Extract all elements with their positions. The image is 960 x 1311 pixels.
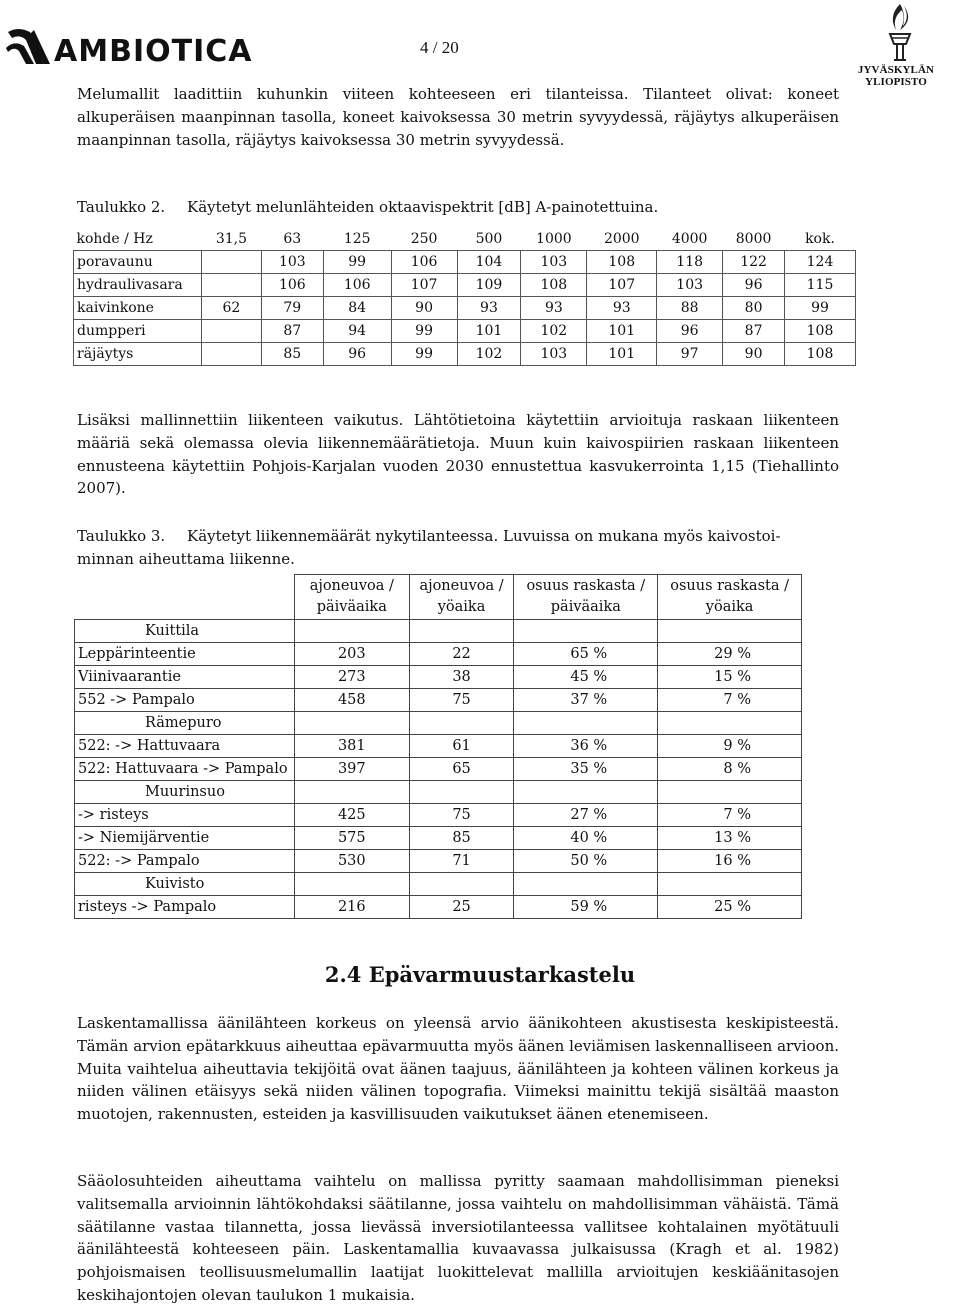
table2-row	[74, 274, 856, 297]
traffic-volume-table	[74, 574, 802, 919]
table3-row	[75, 643, 802, 666]
table2-cell	[201, 343, 261, 366]
section-heading: 2.4 Epävarmuustarkastelu	[324, 962, 636, 987]
table3-road-name: -> Niemijärventie	[75, 827, 295, 850]
table2-cell: 109	[457, 274, 521, 297]
table2-cell: 80	[723, 297, 785, 320]
table3-cell: 381	[294, 735, 409, 758]
brand-name: AMBIOTICA	[54, 34, 253, 69]
table3-cell: 35 %	[514, 758, 658, 781]
table2-row	[74, 343, 856, 366]
table3-row	[75, 689, 802, 712]
table3-group-row	[75, 781, 802, 804]
uncertainty-paragraph-2-text: Sääolosuhteiden aiheuttama vaihtelu on mallissa pyritty saamaan mahdollisimman pieneksi valitsemalla arvioinnin lähtökohdaksi säätilanne, jossa vaihtelu on mahdollisimman vähäistä. Tämä säätilanne vastaa tilannetta, jossa lievässä inversiotilanteessa vallitsee kohtalainen myötätuuli äänilähteestä kohteeseen päin. Laskentamallia kuvaavassa julkaisussa (Kragh et al. 1982) pohjoismaisen teollisuusmelumallin laatijat luokittelevat mallilla arvioitujen keskiäänitasojen keskihajontojen olevan taulukon 1 mukaisia.	[77, 1172, 839, 1304]
table3-empty-cell	[294, 781, 409, 804]
table2-cell: 87	[723, 320, 785, 343]
university-logo	[832, 0, 960, 88]
table3-empty-cell	[294, 712, 409, 735]
table2-cell: 108	[521, 274, 587, 297]
table3-group-name: Kuittila	[75, 620, 295, 643]
table2-cell: 93	[521, 297, 587, 320]
table3-cell: 75	[409, 689, 514, 712]
table3-cell: 45 %	[514, 666, 658, 689]
table3-road-name: 552 -> Pampalo	[75, 689, 295, 712]
table2-row	[74, 297, 856, 320]
table2-cell: 104	[457, 251, 521, 274]
table3-empty-cell	[514, 781, 658, 804]
table3-cell: 9 %	[658, 735, 802, 758]
table3-header-row	[75, 575, 802, 620]
table2-cell: 62	[201, 297, 261, 320]
table3-cell: 37 %	[514, 689, 658, 712]
table2-cell	[201, 274, 261, 297]
table3-header-line: ajoneuvoa /	[309, 578, 394, 594]
table3-empty-cell	[514, 620, 658, 643]
table3-road-name: 522: -> Pampalo	[75, 850, 295, 873]
table2-header-cell: kohde / Hz	[76, 231, 153, 247]
table2-cell: 88	[657, 297, 723, 320]
table2-cell: 122	[723, 251, 785, 274]
table3-header-cell	[409, 575, 514, 620]
table3-cell: 59 %	[514, 896, 658, 919]
table3-cell: 27 %	[514, 804, 658, 827]
table2-cell: 94	[323, 320, 391, 343]
table2-header-row	[74, 228, 856, 251]
table3-header-line: osuus raskasta /	[526, 578, 646, 594]
table2-cell: 96	[323, 343, 391, 366]
table3-row	[75, 896, 802, 919]
table3-cell: 40 %	[514, 827, 658, 850]
table3-cell: 15 %	[658, 666, 802, 689]
table2-cell: 101	[457, 320, 521, 343]
table3-cell: 397	[294, 758, 409, 781]
table2-cell: 96	[723, 274, 785, 297]
table3-empty-cell	[409, 873, 514, 896]
table2-row-label: räjäytys	[74, 343, 202, 366]
table2-caption	[77, 196, 658, 219]
table2-cell: 103	[261, 251, 323, 274]
table2-row	[74, 320, 856, 343]
table3-header-line: ajoneuvoa /	[419, 578, 504, 594]
table3-header-cell	[514, 575, 658, 620]
table2-cell: 90	[391, 297, 457, 320]
table2-header-cell: 250	[410, 231, 438, 247]
table3-cell: 8 %	[658, 758, 802, 781]
table3-row	[75, 735, 802, 758]
table3-header-line: yöaika	[437, 599, 486, 615]
table3-road-name: Leppärinteentie	[75, 643, 295, 666]
table3-empty-cell	[409, 620, 514, 643]
table3-cell: 38	[409, 666, 514, 689]
table3-header-cell	[294, 575, 409, 620]
table2-cell: 85	[261, 343, 323, 366]
table2-cell: 93	[457, 297, 521, 320]
table3-empty-cell	[294, 620, 409, 643]
intro-paragraph-text: Melumallit laadittiin kuhunkin viiteen kohteeseen eri tilanteissa. Tilanteet olivat: koneet alkuperäisen maanpinnan tasolla, koneet kaivoksessa 30 metrin syvyydessä, räjäytys alkuperäisen maanpinnan tasolla, räjäytys kaivoksessa 30 metrin syvyydessä.	[77, 85, 839, 149]
ambiotica-logo-mark-icon	[4, 24, 52, 70]
table3-cell: 7 %	[658, 689, 802, 712]
table3-empty-cell	[658, 781, 802, 804]
traffic-paragraph	[77, 409, 839, 500]
table3-road-name: -> risteys	[75, 804, 295, 827]
table3-empty-cell	[514, 712, 658, 735]
table3-cell: 458	[294, 689, 409, 712]
table2-header-cell: 1000	[536, 231, 572, 247]
table3-header-line: päiväaika	[550, 599, 621, 615]
table3-group-name: Rämepuro	[75, 712, 295, 735]
table3-row	[75, 758, 802, 781]
table2-cell: 103	[657, 274, 723, 297]
table2-cell: 101	[587, 343, 657, 366]
table2-header-cell: 2000	[603, 231, 640, 247]
table3-cell: 36 %	[514, 735, 658, 758]
table3-road-name: risteys -> Pampalo	[75, 896, 295, 919]
table3-header-blank	[75, 575, 295, 620]
octave-spectrum-table	[73, 228, 856, 366]
table2-cell: 102	[457, 343, 521, 366]
table2-cell: 93	[587, 297, 657, 320]
table3-empty-cell	[658, 712, 802, 735]
table3-empty-cell	[514, 873, 658, 896]
table3-group-name: Muurinsuo	[75, 781, 295, 804]
uncertainty-paragraph-1-text: Laskentamallissa äänilähteen korkeus on yleensä arvio äänikohteen akustisesta keskipisteestä. Tämän arvion epätarkkuus aiheuttaa epävarmuutta myös äänen leviämisen laskennalliseen arvioon. Muita vaihtelua aiheuttavia tekijöitä ovat äänen taajuus, äänilähteen ja kohteen välinen korkeus ja niiden välinen etäisyys sekä niiden välinen topografia. Viimeksi mainittu tekijä sisältää maaston muotojen, rakennusten, esteiden ja kasvillisuuden vaikutukset äänen etenemiseen.	[77, 1014, 839, 1124]
table3-caption-text: Käytetyt liikennemäärät nykytilanteessa. Luvuissa on mukana myös kaivostoi-	[187, 527, 781, 545]
table2-cell: 108	[785, 343, 856, 366]
table3-header-line: yöaika	[705, 599, 754, 615]
page-number: 4 / 20	[420, 38, 459, 57]
table3-cell: 71	[409, 850, 514, 873]
torch-icon	[870, 0, 930, 64]
table2-header-cell: 63	[283, 231, 302, 247]
intro-paragraph	[77, 83, 839, 151]
table3-row	[75, 804, 802, 827]
table3-cell: 85	[409, 827, 514, 850]
table2-row-label: poravaunu	[74, 251, 202, 274]
table3-road-name: Viinivaarantie	[75, 666, 295, 689]
table3-cell: 530	[294, 850, 409, 873]
table3-cell: 22	[409, 643, 514, 666]
table2-header-cell: 500	[475, 231, 503, 247]
table2-cell: 101	[587, 320, 657, 343]
table3-cell: 50 %	[514, 850, 658, 873]
table2-cell	[201, 251, 261, 274]
table3-cell: 7 %	[658, 804, 802, 827]
table3-empty-cell	[409, 781, 514, 804]
table2-cell: 108	[587, 251, 657, 274]
table3-cell: 25 %	[658, 896, 802, 919]
ambiotica-logo	[4, 24, 254, 72]
table2-cell: 99	[391, 320, 457, 343]
table3-cell: 25	[409, 896, 514, 919]
table2-cell: 107	[587, 274, 657, 297]
table3-empty-cell	[409, 712, 514, 735]
table2-header-cell: 4000	[671, 231, 708, 247]
table3-row	[75, 666, 802, 689]
table2-cell: 106	[323, 274, 391, 297]
table2-cell: 99	[785, 297, 856, 320]
table2-row	[74, 251, 856, 274]
table3-group-row	[75, 620, 802, 643]
table3-cell: 13 %	[658, 827, 802, 850]
table2-caption-text: Käytetyt melunlähteiden oktaavispektrit [dB] A-painotettuina.	[187, 198, 659, 216]
table2-row-label: kaivinkone	[74, 297, 202, 320]
table2-header-cell: 8000	[735, 231, 772, 247]
table2-header-cell: 31,5	[215, 231, 247, 247]
table3-cell: 65	[409, 758, 514, 781]
table2-row-label: dumpperi	[74, 320, 202, 343]
table3-group-name: Kuivisto	[75, 873, 295, 896]
table3-cell: 61	[409, 735, 514, 758]
table2-cell: 87	[261, 320, 323, 343]
table2-cell: 97	[657, 343, 723, 366]
table3-cell: 203	[294, 643, 409, 666]
table3-road-name: 522: -> Hattuvaara	[75, 735, 295, 758]
table2-header-cell: 125	[343, 231, 371, 247]
university-name: JYVÄSKYLÄN YLIOPISTO	[857, 64, 935, 88]
table2-caption-label: Taulukko 2.	[77, 198, 166, 216]
table3-cell: 216	[294, 896, 409, 919]
table2-cell: 90	[723, 343, 785, 366]
table3-cell: 575	[294, 827, 409, 850]
table3-header-cell	[658, 575, 802, 620]
table3-header-line: päiväaika	[316, 599, 387, 615]
table2-cell	[201, 320, 261, 343]
table3-cell: 273	[294, 666, 409, 689]
table2-cell: 107	[391, 274, 457, 297]
table2-row-label: hydraulivasara	[74, 274, 202, 297]
table2-header-cell: kok.	[805, 231, 835, 247]
table2-cell: 108	[785, 320, 856, 343]
table2-cell: 102	[521, 320, 587, 343]
table3-road-name: 522: Hattuvaara -> Pampalo	[75, 758, 295, 781]
table3-caption	[77, 525, 839, 571]
table3-header-line: osuus raskasta /	[670, 578, 789, 594]
table2-cell: 106	[261, 274, 323, 297]
table2-cell: 118	[657, 251, 723, 274]
table2-cell: 79	[261, 297, 323, 320]
table2-cell: 84	[323, 297, 391, 320]
table2-cell: 99	[391, 343, 457, 366]
table3-caption-label: Taulukko 3.	[77, 527, 166, 545]
uncertainty-paragraph-1	[77, 1012, 839, 1126]
traffic-paragraph-text: Lisäksi mallinnettiin liikenteen vaikutus. Lähtötietoina käytettiin arvioituja raskaan liikenteen määriä sekä olemassa olevia liikennemäärätietoja. Muun kuin kaivospiirien raskaan liikenteen ennusteena käytettiin Pohjois-Karjalan vuoden 2030 ennustettua kasvukerrointa 1,15 (Tiehallinto 2007).	[77, 411, 839, 498]
table3-cell: 29 %	[658, 643, 802, 666]
table2-cell: 124	[785, 251, 856, 274]
table3-empty-cell	[658, 873, 802, 896]
table2-cell: 99	[323, 251, 391, 274]
table3-cell: 425	[294, 804, 409, 827]
table2-cell: 106	[391, 251, 457, 274]
table3-row	[75, 850, 802, 873]
table3-cell: 75	[409, 804, 514, 827]
table2-cell: 103	[521, 343, 587, 366]
table2-cell: 96	[657, 320, 723, 343]
table3-group-row	[75, 712, 802, 735]
table2-cell: 103	[521, 251, 587, 274]
uncertainty-paragraph-2	[77, 1170, 839, 1307]
table3-empty-cell	[658, 620, 802, 643]
table3-cell: 16 %	[658, 850, 802, 873]
table3-row	[75, 827, 802, 850]
table3-caption-text-2: minnan aiheuttama liikenne.	[77, 549, 295, 568]
table3-group-row	[75, 873, 802, 896]
table2-cell: 115	[785, 274, 856, 297]
table3-cell: 65 %	[514, 643, 658, 666]
table3-empty-cell	[294, 873, 409, 896]
